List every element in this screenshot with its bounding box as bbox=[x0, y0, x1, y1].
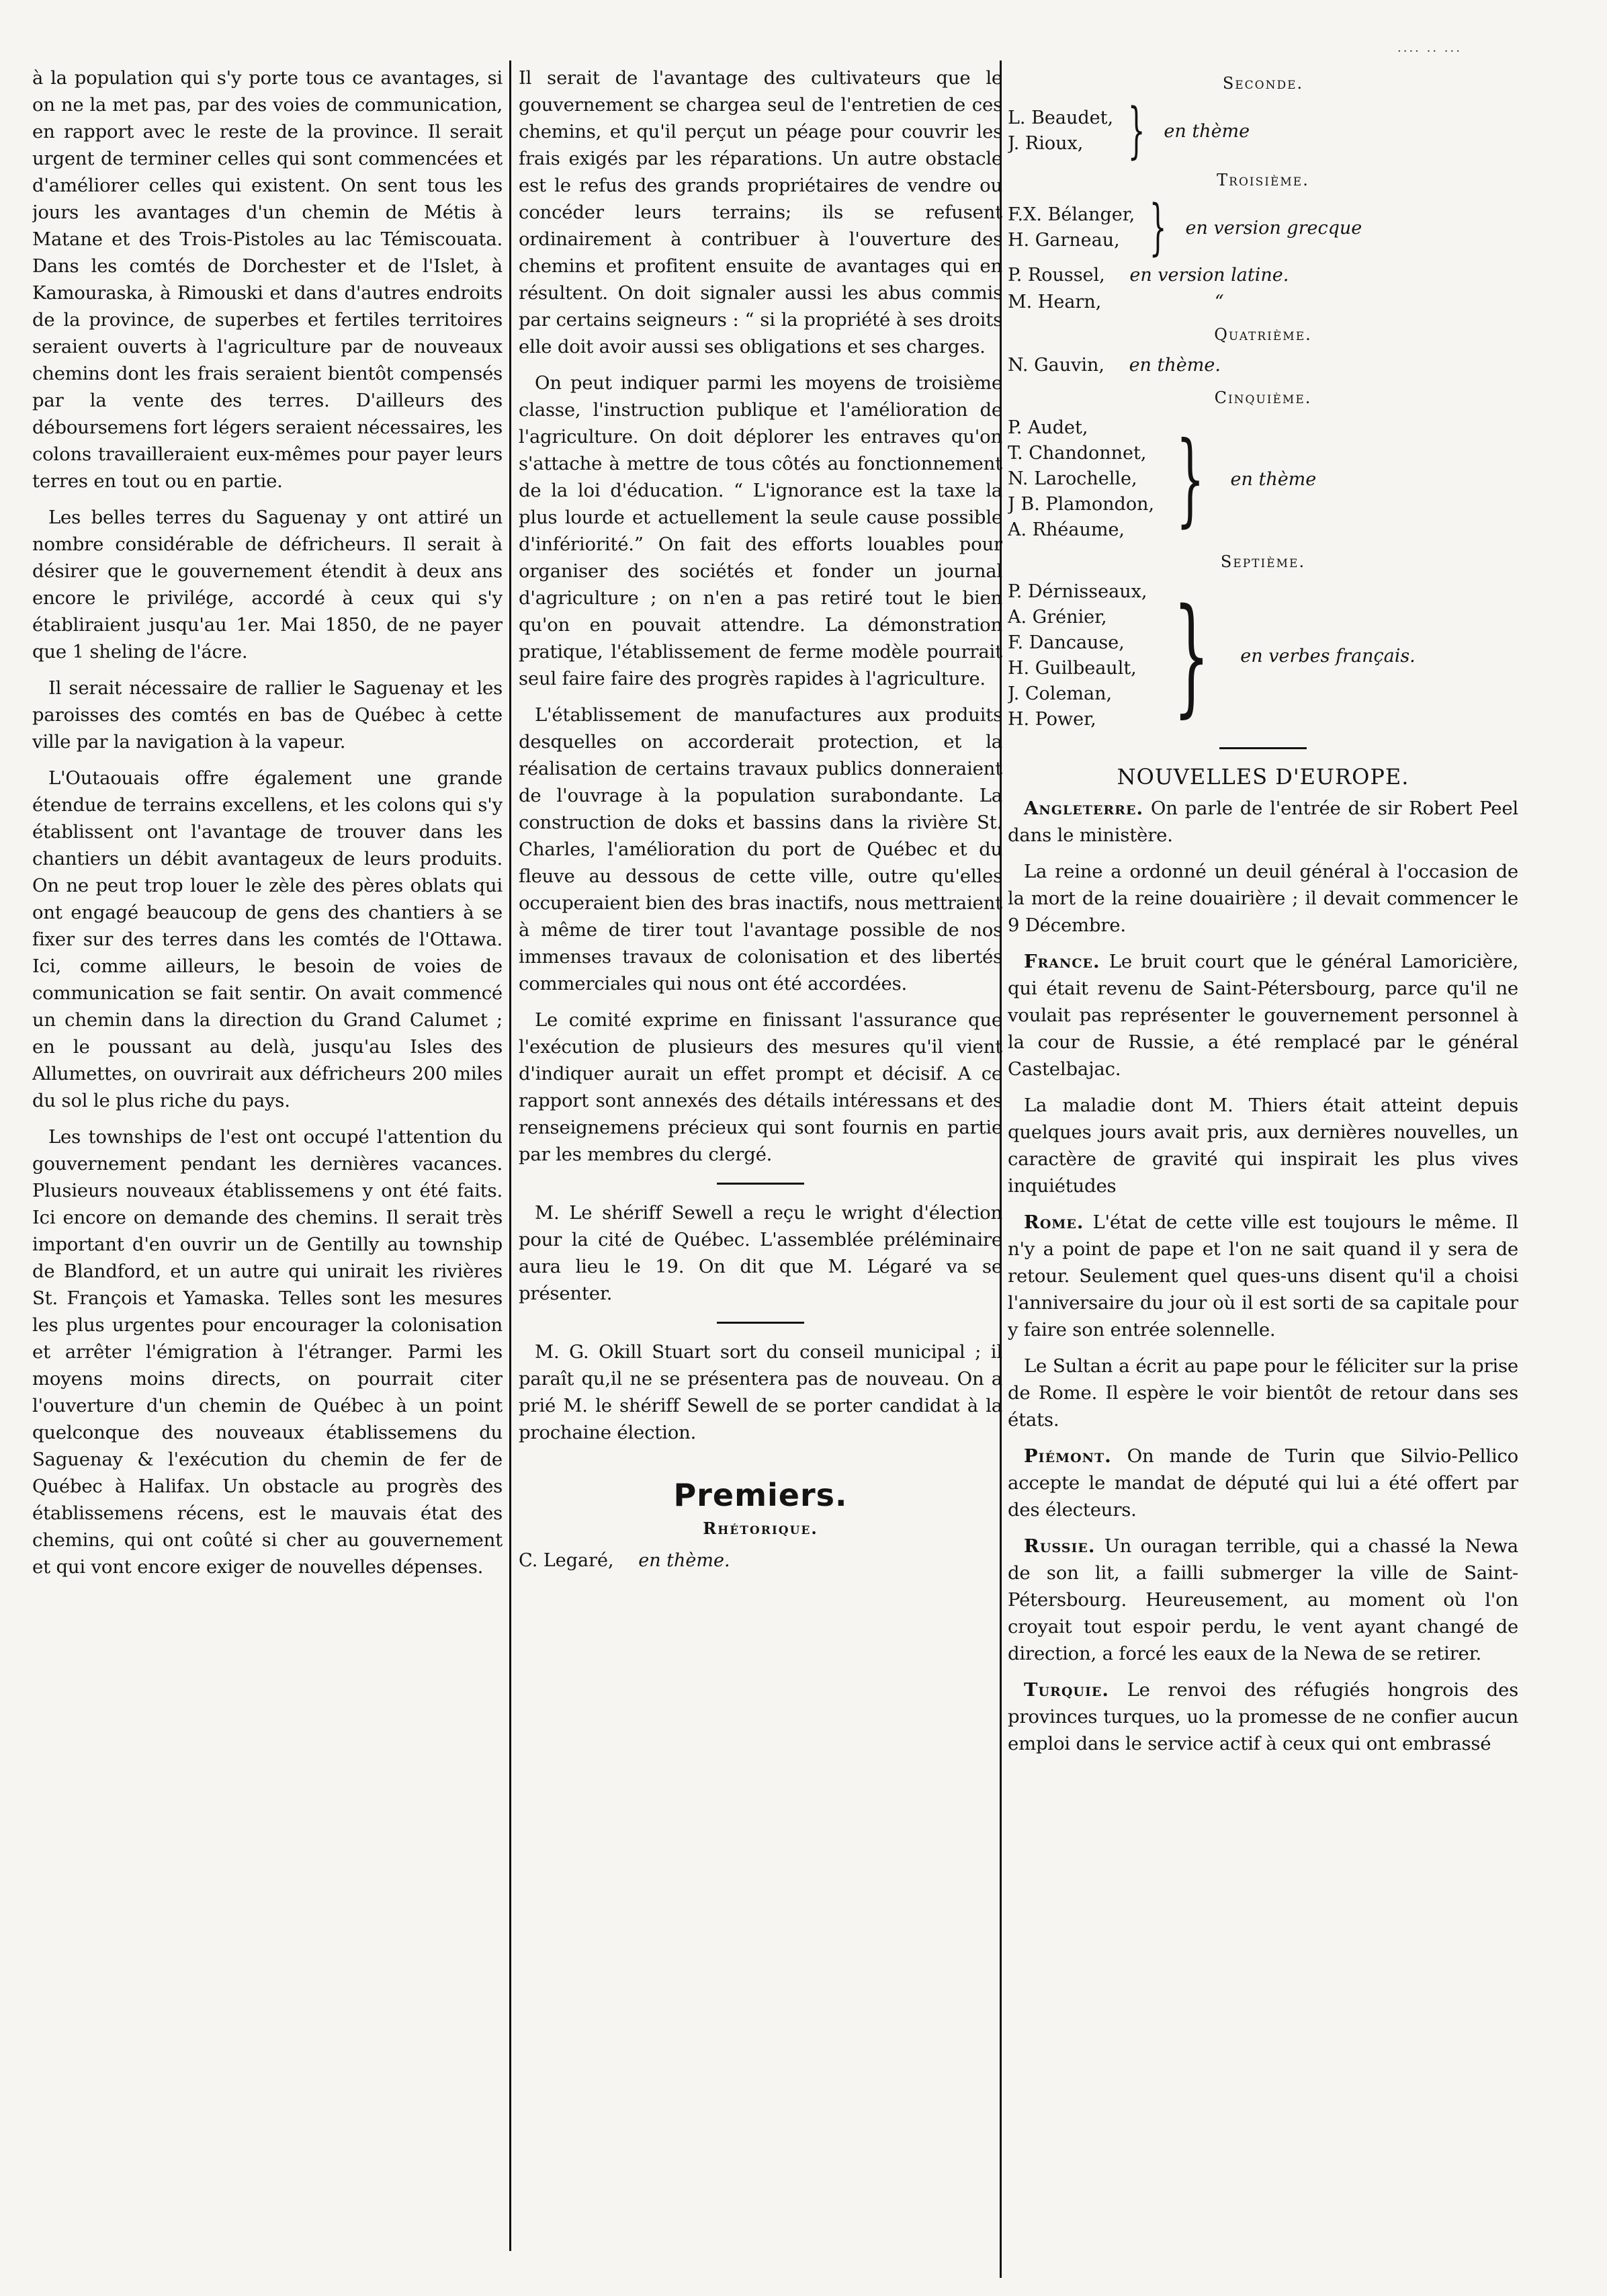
news-item bbox=[1008, 948, 1518, 1082]
rhetorique-entry bbox=[519, 1547, 1002, 1574]
class-heading-cinquieme: Cinquième. bbox=[1214, 388, 1312, 407]
brace-icon: } bbox=[1127, 95, 1145, 166]
class-heading-seconde: Seconde. bbox=[1222, 74, 1304, 93]
paragraph: Il serait nécessaire de rallier le Saguenay et les paroisses des comtés en bas de Québec à cette ville par la navigation à la vapeur. bbox=[32, 677, 503, 753]
news-item bbox=[1008, 1353, 1518, 1433]
roster-single bbox=[1008, 352, 1518, 379]
rhetorique-heading: Rhétorique. bbox=[703, 1519, 818, 1538]
section-divider bbox=[1219, 747, 1307, 749]
news-section-title: NOUVELLES D'EUROPE. bbox=[1117, 764, 1409, 790]
student-name: J. Rioux, bbox=[1008, 133, 1084, 154]
news-text: La reine a ordonné un deuil général à l'occasion de la mort de la reine douairière ; il devait commencer le 9 Décembre. bbox=[1008, 861, 1518, 936]
student-name: A. Rhéaume, bbox=[1008, 519, 1125, 540]
student-name: A. Grénier, bbox=[1008, 607, 1107, 628]
news-item bbox=[1008, 795, 1518, 849]
paragraph: On peut indiquer parmi les moyens de troisième classe, l'instruction publique et l'amélioration de l'agriculture. On doit déplorer les entraves qu'on s'attache à mettre de tous côtés au fonctionnement de la loi d'éducation. “ L'ignorance est la taxe la plus lourde et actuellement la seule cause possible d'infériorité.” On fait des efforts louables pour organiser des sociétés et fonder un journal d'agriculture ; on n'en a pas retiré tout le bien qu'on en pouvait attendre. La démonstration pratique, l'établissement de ferme modèle pourrait seul faire faire des progrès rapides à l'agriculture. bbox=[519, 372, 1002, 689]
news-item bbox=[1008, 1209, 1518, 1343]
country-label: Piémont. bbox=[1024, 1445, 1112, 1467]
paragraph: Le comité exprime en finissant l'assurance que l'exécution de plusieurs des mesures qu'il vient d'indiquer aurait un effet prompt et décisif. A ce rapport sont annexés des détails intéressans et des renseignemens précieux qui sont fournis en partie par les membres du clergé. bbox=[519, 1009, 1002, 1165]
news-item bbox=[1008, 1092, 1518, 1199]
name-list bbox=[1008, 415, 1154, 543]
brace-icon: } bbox=[1176, 421, 1205, 538]
country-label: Turquie. bbox=[1024, 1679, 1109, 1701]
student-name: L. Beaudet, bbox=[1008, 108, 1114, 128]
news-text: Le bruit court que le général Lamoricière, qui était revenu de Saint-Pétersbourg, parce qu'il ne voulait pas représenter le gouvernement personnel à la cour de Russie, a été remplacé par le général Castelbajac. bbox=[1008, 951, 1518, 1080]
country-label: Angleterre. bbox=[1024, 798, 1144, 819]
student-name: N. Gauvin, bbox=[1008, 355, 1104, 376]
paragraph: Il serait de l'avantage des cultivateurs que le gouvernement se chargea seul de l'entretien de ces chemins, et qu'il perçut un péage pour couvrir les frais exigés par les réparations. Un autre obstacle est le refus des grands propriétaires de vendre ou concéder leurs terrains; ils se refusent ordinairement à contribuer à l'ouverture des chemins et profitent ensuite de avantages qui en résultent. On doit signaler aussi les abus commis par certains seigneurs : “ si la propriété à ses droits elle doit avoir aussi ses obligations et ses charges. bbox=[519, 67, 1002, 357]
roster-cinquieme bbox=[1008, 415, 1518, 543]
country-label: Rome. bbox=[1024, 1211, 1084, 1233]
entry-note: en thème bbox=[1230, 468, 1317, 490]
brace-icon: } bbox=[1173, 581, 1211, 730]
student-name: T. Chandonnet, bbox=[1008, 443, 1147, 464]
entry-note: en version latine. bbox=[1129, 265, 1289, 286]
column-rule-left bbox=[509, 60, 511, 2251]
entry-note: en thème. bbox=[638, 1550, 730, 1571]
student-name: F.X. Bélanger, bbox=[1008, 204, 1135, 225]
column-middle bbox=[519, 65, 1002, 2256]
entry-note: en thème. bbox=[1129, 355, 1221, 376]
section-divider bbox=[717, 1322, 804, 1324]
name-list bbox=[1008, 105, 1113, 157]
paragraph: L'Outaouais offre également une grande étendue de terrains excellens, et les colons qui s'y établissent ont l'avantage de trouver dans les chantiers un débit avantageux de leurs produits. On ne peut trop louer le zèle des pères oblats qui ont engagé beaucoup de gens des chantiers à se fixer sur des terres dans les comtés de l'Ottawa. Ici, comme ailleurs, le besoin de voies de communication se fait sentir. On avait commencé un chemin dans la direction du Grand Calumet ; en le poussant au delà, jusqu'au Isles des Allumettes, on ouvrirait aux défricheurs 200 miles du sol le plus riche du pays. bbox=[32, 767, 503, 1111]
paragraph: Les townships de l'est ont occupé l'attention du gouvernement pendant les dernières vacances. Plusieurs nouveaux établissemens y ont été faits. Ici encore on demande des chemins. Il serait très important d'en ouvrir un de Gentilly au township de Blandford, et un autre qui unirait les rivières St. François et Yamaska. Telles sont les mesures les plus urgentes pour encourager la colonisation et arrêter l'émigration à l'étranger. Parmi les moyens moins directs, on pourrait citer l'ouverture d'un chemin de Québec à un point quelconque des nouveaux établissemens du Saguenay & l'exécution du chemin de fer de Québec à Halifax. Un obstacle au progrès des établissemens récens, est le mauvais état des chemins, qui ont coûté si cher au gouvernement et qui vont encore exiger de nouvelles dépenses. bbox=[32, 1126, 503, 1578]
news-text: Le Sultan a écrit au pape pour le féliciter sur la prise de Rome. Il espère le voir bientôt de retour dans ses états. bbox=[1008, 1355, 1518, 1431]
news-text: Le renvoi des réfugiés hongrois des provinces turques, uo la promesse de ne confier aucun emploi dans le service actif à ceux qui ont embrassé bbox=[1008, 1679, 1518, 1754]
corner-mark: ···· ·· ··· bbox=[1397, 44, 1462, 58]
country-label: France. bbox=[1024, 951, 1100, 972]
student-name: J B. Plamondon, bbox=[1008, 494, 1155, 515]
name-list bbox=[1008, 579, 1147, 732]
news-item bbox=[1008, 1676, 1518, 1757]
column-right bbox=[1008, 65, 1518, 2256]
paragraph: L'établissement de manufactures aux produits desquelles on accorderait protection, et la réalisation de certains travaux publics donneraient de l'ouvrage à la population surabondante. La construction de doks et bassins dans la rivière St. Charles, l'amélioration du port de Québec et du fleuve au dessous de cette ville, outre qu'elles occuperaient bien des bras inactifs, nous mettraient à même de tirer tout l'avantage possible de nos immenses travaux de colonisation et des libertés commerciales qui nous ont été accordées. bbox=[519, 704, 1002, 994]
student-name: N. Larochelle, bbox=[1008, 468, 1137, 489]
column-left bbox=[32, 65, 503, 2256]
ditto-mark: “ bbox=[1214, 292, 1224, 312]
class-heading-septieme: Septième. bbox=[1220, 552, 1306, 571]
news-item bbox=[1008, 1533, 1518, 1667]
news-text: La maladie dont M. Thiers était atteint depuis quelques jours avait pris, aux dernières nouvelles, un caractère de gravité qui inspirait les plus vives inquiétudes bbox=[1008, 1095, 1518, 1197]
class-heading-quatrieme: Quatrième. bbox=[1214, 325, 1312, 344]
section-divider bbox=[717, 1183, 804, 1185]
news-text: Un ouragan terrible, qui a chassé la Newa de son lit, a failli submerger la ville de Saint-Pétersbourg. Heureusement, au moment où l'on croyait tout espoir perdu, le vent ayant changé de direction, a forcé les eaux de la Newa de se retirer. bbox=[1008, 1535, 1518, 1664]
class-heading-troisieme: Troisième. bbox=[1217, 171, 1309, 189]
student-name: P. Roussel, bbox=[1008, 265, 1105, 286]
entry-note: en verbes français. bbox=[1240, 645, 1416, 667]
paragraph: à la population qui s'y porte tous ce avantages, si on ne la met pas, par des voies de communication, en rapport avec le reste de la province. Il serait urgent de terminer celles qui sont commencées et d'améliorer celles qui existent. On sent tous les jours les avantages d'un chemin de Métis à Matane et des Trois-Pistoles au lac Témiscouata. Dans les comtés de Dorchester et de l'Islet, à Kamouraska, à Rimouski et dans d'autres endroits de la province, de superbes et fertiles territoires seraient ouverts à l'agriculture par de nouveaux chemins dont les frais seraient bientôt compensés par la vente des terres. D'ailleurs des déboursemens fort légers seraient nécessaires, les colons travailleraient eux-mêmes pour payer leurs terres en tout ou en partie. bbox=[32, 67, 503, 492]
notice-paragraph: M. Le shériff Sewell a reçu le wright d'élection pour la cité de Québec. L'assemblée préléminaire aura lieu le 19. On dit que M. Légaré va se présenter. bbox=[519, 1202, 1002, 1304]
entry-note: en thème bbox=[1164, 120, 1250, 142]
roster-troisieme bbox=[1008, 192, 1518, 263]
roster-single bbox=[1008, 289, 1518, 316]
roster-septieme bbox=[1008, 579, 1518, 732]
student-name: P. Audet, bbox=[1008, 417, 1088, 438]
student-name: M. Hearn, bbox=[1008, 292, 1102, 312]
entry-note: en version grecque bbox=[1185, 217, 1362, 239]
news-text: L'état de cette ville est toujours le même. Il n'y a point de pape et l'on ne sait quand il y sera de retour. Seulement quel ques-uns disent qu'il a choisi l'anniversaire du jour où il est sorti de sa capitale pour y faire son entrée solennelle. bbox=[1008, 1211, 1518, 1341]
student-name: H. Garneau, bbox=[1008, 230, 1120, 251]
notice-paragraph: M. G. Okill Stuart sort du conseil municipal ; il paraît qu,il ne se présentera pas de nouveau. On a prié M. le shériff Sewell de se porter candidat à la prochaine élection. bbox=[519, 1341, 1002, 1443]
news-text: On parle de l'entrée de sir Robert Peel dans le ministère. bbox=[1008, 798, 1518, 846]
student-name: F. Dancause, bbox=[1008, 632, 1125, 653]
news-item bbox=[1008, 858, 1518, 939]
name-list bbox=[1008, 202, 1135, 253]
student-name: P. Dérnisseaux, bbox=[1008, 581, 1147, 602]
paragraph: Les belles terres du Saguenay y ont attiré un nombre considérable de défricheurs. Il serait à désirer que le gouvernement étendit à deux ans encore le privilége, accordé à ceux qui s'y établiraient jusqu'au 1er. Mai 1850, de ne payer que 1 sheling de l'ácre. bbox=[32, 507, 503, 663]
student-name: C. Legaré, bbox=[519, 1550, 614, 1571]
student-name: J. Coleman, bbox=[1008, 683, 1113, 704]
student-name: H. Power, bbox=[1008, 709, 1096, 730]
roster-seconde bbox=[1008, 95, 1518, 166]
country-label: Russie. bbox=[1024, 1535, 1096, 1557]
news-text: On mande de Turin que Silvio-Pellico accepte le mandat de député qui lui a été offert par des électeurs. bbox=[1008, 1445, 1518, 1521]
news-item bbox=[1008, 1443, 1518, 1523]
student-name: H. Guilbeault, bbox=[1008, 658, 1137, 679]
brace-icon: } bbox=[1149, 192, 1167, 263]
roster-single bbox=[1008, 262, 1518, 289]
premiers-heading: Premiers. bbox=[673, 1477, 848, 1513]
